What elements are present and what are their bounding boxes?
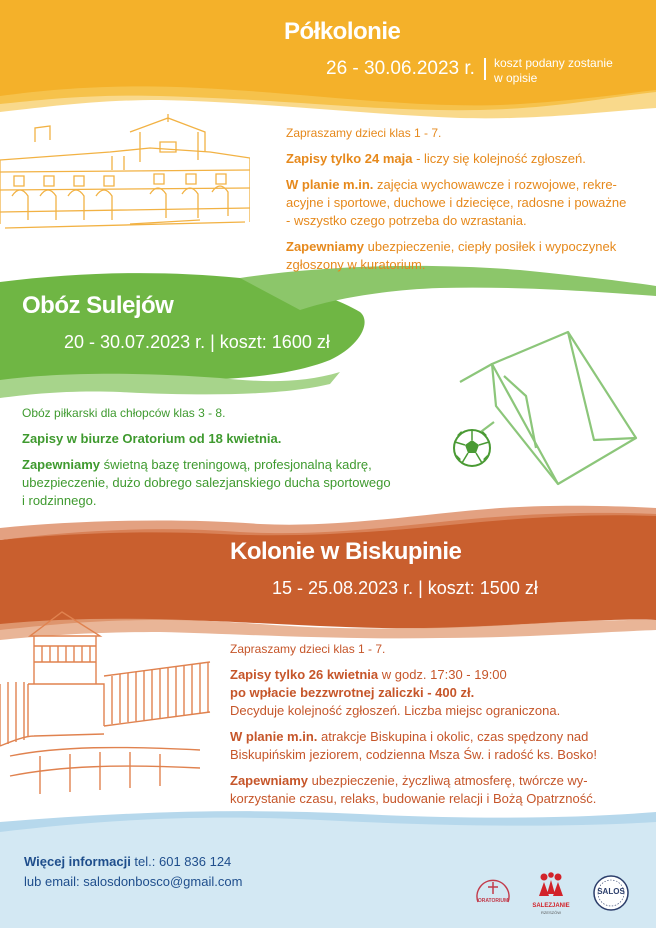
oboz-secure-bold: Zapewniamy	[22, 457, 101, 472]
salos-logo	[592, 874, 630, 912]
salezjanie-logo-sub: RZESZÓW	[541, 910, 561, 915]
kolonie-plan-l2: Biskupińskim jeziorem, codzienna Msza Św. i radość ks. Bosko!	[230, 747, 598, 762]
oratorium-logo	[470, 872, 516, 918]
polkolonie-plan-l1: zajęcia wychowawcze i rozwojowe, rekre-	[373, 177, 617, 192]
kolonie-signup-bold: Zapisy tylko 26 kwietnia	[230, 667, 379, 682]
biskupin-fortress-icon	[0, 606, 215, 796]
oratorium-logo-icon	[470, 872, 516, 918]
oboz-body	[22, 404, 442, 510]
salezjanie-logo-icon	[536, 872, 566, 898]
oboz-secure-l1: świetną bazę treningową, profesjonalną kadrę,	[100, 457, 372, 472]
polkolonie-secure-l2: zgłoszony w kuratorium.	[286, 257, 426, 272]
polkolonie-secure-bold: Zapewniamy	[286, 239, 365, 254]
kolonie-plan-bold: W planie m.in.	[230, 729, 318, 744]
cost-note-line-1: koszt podany zostanie	[494, 56, 613, 70]
kolonie-deposit: po wpłacie bezzwrotnej zaliczki - 400 zł.	[230, 685, 475, 700]
polkolonie-intro: Zapraszamy dzieci klas 1 - 7.	[286, 126, 442, 140]
polkolonie-plan-l3: - wszystko czego potrzeba do wzrastania.	[286, 213, 527, 228]
oboz-intro: Obóz piłkarski dla chłopców klas 3 - 8.	[22, 406, 226, 420]
building-sketch-icon	[0, 112, 250, 232]
oboz-secure-l2: ubezpieczenie, dużo dobrego salezjanskiego ducha sportowego	[22, 475, 391, 490]
oratorium-logo-text: ORATORIUM	[477, 898, 509, 904]
polkolonie-signup-bold: Zapisy tylko 24 maja	[286, 151, 413, 166]
kolonie-dates: 15 - 25.08.2023 r. | koszt: 1500 zł	[272, 578, 538, 598]
polkolonie-divider	[484, 58, 486, 80]
polkolonie-dates: 26 - 30.06.2023 r.	[326, 58, 475, 79]
oboz-title: Obóz Sulejów	[22, 292, 174, 319]
footer-contact	[24, 852, 242, 892]
polkolonie-cost-note	[494, 56, 613, 86]
polkolonie-secure-l1: ubezpieczenie, ciepły posiłek i wypoczynek	[364, 239, 617, 254]
footer-info-bold: Więcej informacji	[24, 854, 131, 869]
kolonie-title: Kolonie w Biskupinie	[230, 538, 462, 565]
kolonie-signup-rest: w godz. 17:30 - 19:00	[378, 667, 507, 682]
cost-note-line-2: w opisie	[494, 71, 538, 85]
kolonie-secure-bold: Zapewniamy	[230, 773, 309, 788]
salezjanie-logo	[528, 872, 574, 922]
polkolonie-plan-l2: acyjne i sportowe, duchowe i dziecięce, radosne i poważne	[286, 195, 627, 210]
footer-phone[interactable]: tel.: 601 836 124	[130, 854, 232, 869]
kolonie-order: Decyduje kolejność zgłoszeń. Liczba miejsc ograniczona.	[230, 703, 561, 718]
footer-email[interactable]: lub email: salosdonbosco@gmail.com	[24, 874, 243, 889]
polkolonie-body	[286, 124, 646, 274]
polkolonie-plan-bold: W planie m.in.	[286, 177, 374, 192]
kolonie-intro: Zapraszamy dzieci klas 1 - 7.	[230, 642, 386, 656]
kolonie-plan-l1: atrakcje Biskupina i okolic, czas spędzony nad	[317, 729, 589, 744]
kolonie-secure-l2: korzystanie czasu, relaks, budowanie relacji i Bożą Opatrzność.	[230, 791, 597, 806]
polkolonie-title: Półkolonie	[284, 18, 401, 45]
kolonie-body	[230, 640, 650, 808]
oboz-dates: 20 - 30.07.2023 r. | koszt: 1600 zł	[64, 332, 330, 352]
salos-logo-text: SALOS	[597, 887, 625, 896]
kolonie-secure-l1: ubezpieczenie, życzliwą atmosferę, twórcze wy-	[308, 773, 588, 788]
oboz-signup: Zapisy w biurze Oratorium od 18 kwietnia.	[22, 431, 282, 446]
green-band-wave	[0, 372, 340, 398]
polkolonie-signup-rest: - liczy się kolejność zgłoszeń.	[412, 151, 586, 166]
oboz-secure-l3: i rodzinnego.	[22, 493, 97, 508]
salezjanie-logo-text: SALEZJANIE	[532, 903, 570, 909]
football-ball-icon	[452, 428, 492, 468]
